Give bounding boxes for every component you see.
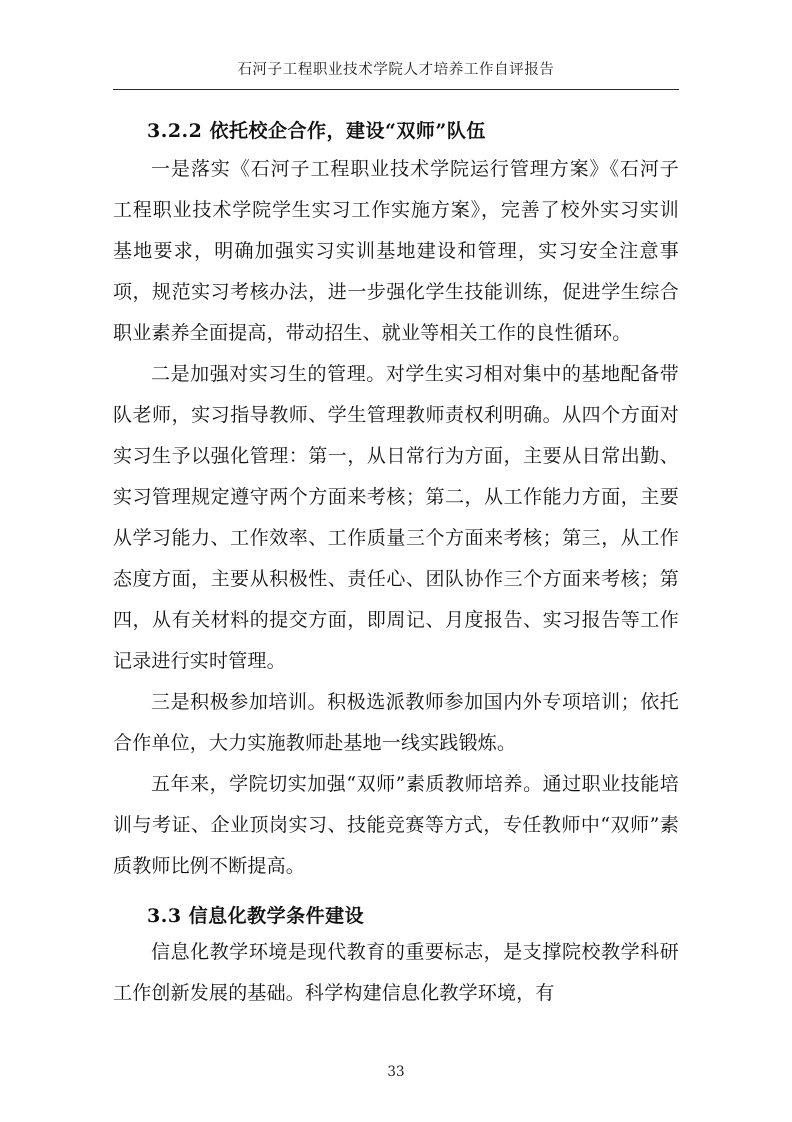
paragraph: 一是落实《石河子工程职业技术学院运行管理方案》《石河子工程职业技术学院学生实习工作实施方案》，完善了校外实习实训基地要求，明确加强实习实训基地建设和管理，实习安全注意事项，规范实习考核办法，进一步强化学生技能训练，促进学生综合职业素养全面提高，带动招生、就业等相关工作的良性循环。 bbox=[113, 158, 679, 344]
paragraph: 三是积极参加培训。积极选派教师参加国内外专项培训；依托合作单位，大力实施教师赴基地一线实践锻炼。 bbox=[113, 691, 679, 754]
page-content bbox=[113, 58, 679, 1068]
section-heading-3-2-2: 3.2.2 依托校企合作，建设“双师”队伍 bbox=[147, 120, 486, 142]
paragraph: 二是加强对实习生的管理。对学生实习相对集中的基地配备带队老师，实习指导教师、学生管理教师责权利明确。从四个方面对实习生予以强化管理：第一，从日常行为方面，主要从日常出勤、实习管理规定遵守两个方面来考核；第二，从工作能力方面，主要从学习能力、工作效率、工作质量三个方面来考核；第三，从工作态度方面，主要从积极性、责任心、团队协作三个方面来考核；第四，从有关材料的提交方面，即周记、月度报告、实习报告等工作记录进行实时管理。 bbox=[113, 363, 679, 672]
page-number: 33 bbox=[387, 1064, 405, 1080]
header-divider bbox=[113, 89, 679, 90]
running-header: 石河子工程职业技术学院人才培养工作自评报告 bbox=[237, 62, 555, 78]
paragraph: 信息化教学环境是现代教育的重要标志，是支撑院校教学科研工作创新发展的基础。科学构建信息化教学环境，有 bbox=[113, 941, 679, 1004]
section-heading-3-3: 3.3 信息化教学条件建设 bbox=[147, 905, 365, 927]
paragraph: 五年来，学院切实加强“双师”素质教师培养。通过职业技能培训与考证、企业顶岗实习、技能竞赛等方式，专任教师中“双师”素质教师比例不断提高。 bbox=[113, 773, 679, 877]
